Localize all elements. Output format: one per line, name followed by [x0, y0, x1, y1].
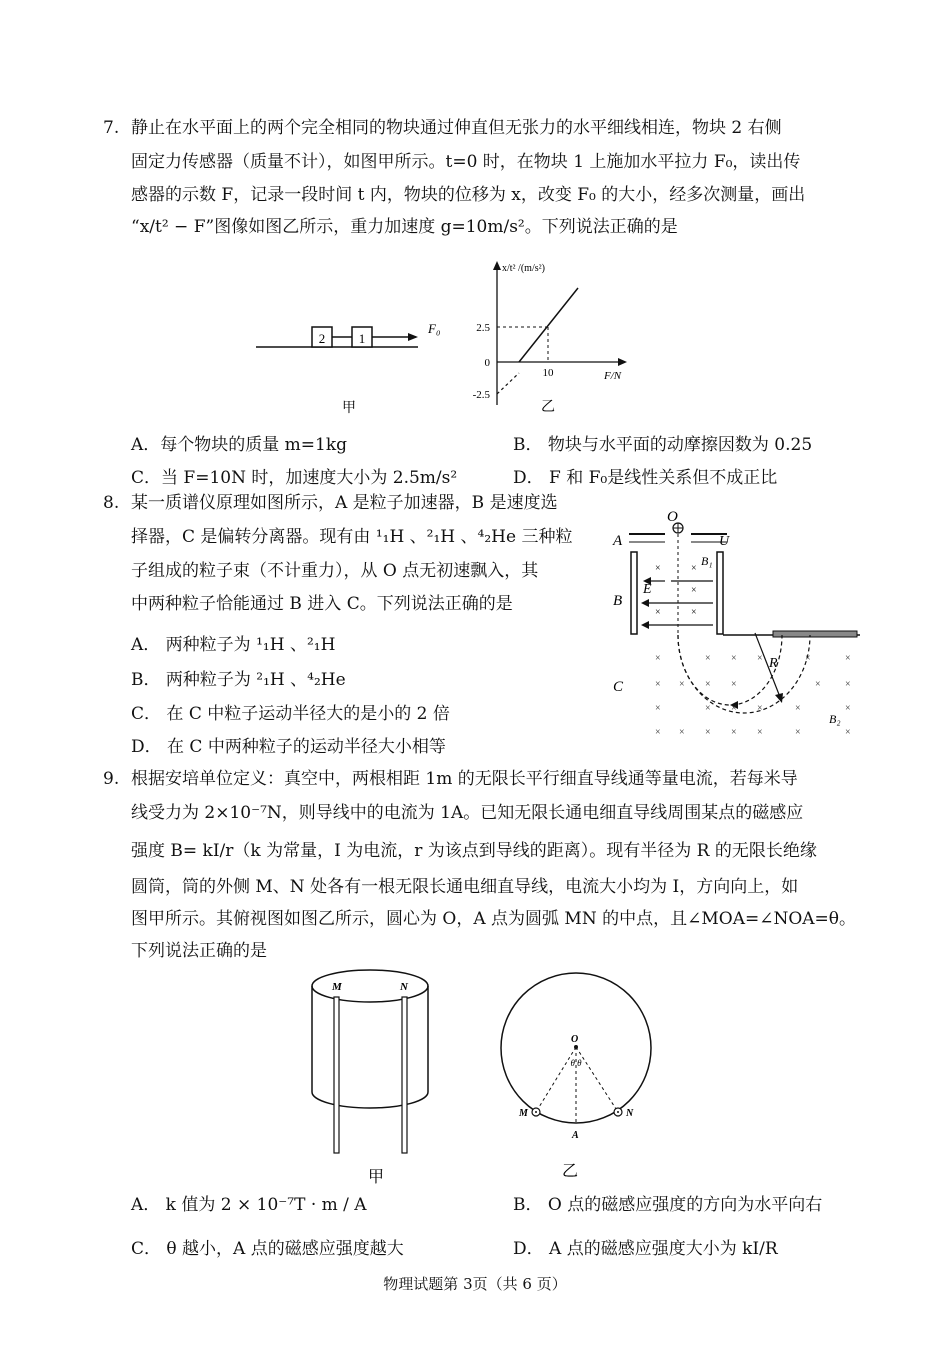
- q9-text-line-6: 下列说法正确的是: [131, 941, 267, 961]
- q9-fig-yi-caption: 乙: [561, 1163, 579, 1180]
- svg-text:×: ×: [655, 607, 661, 618]
- svg-text:×: ×: [691, 563, 697, 574]
- q8-fig-label-u: U: [719, 534, 730, 549]
- q9-number: 9.: [103, 769, 120, 789]
- q8-fig-label-b: B: [613, 593, 623, 609]
- svg-text:×: ×: [731, 703, 737, 714]
- q8-option-c[interactable]: C． 在 C 中粒子运动半径大的是小的 2 倍: [131, 704, 450, 724]
- q9-fig-jia-m: M: [332, 981, 342, 993]
- svg-text:×: ×: [655, 727, 661, 738]
- q8-text-line-3: 子组成的粒子束（不计重力），从 O 点无初速飘入，其: [131, 561, 539, 581]
- q7-option-d[interactable]: D． F 和 F₀是线性关系但不成正比: [513, 468, 778, 488]
- q9-figure-yi: [498, 968, 658, 1183]
- q7-tick-neg-2-5: -2.5: [472, 389, 490, 401]
- q9-fig-yi-theta: θ θ: [570, 1058, 582, 1068]
- q7-block1-label: 1: [358, 331, 366, 346]
- svg-text:×: ×: [805, 653, 811, 664]
- q8-option-b[interactable]: B． 两种粒子为 ²₁H 、⁴₂He: [131, 670, 346, 690]
- q7-option-a[interactable]: A．每个物块的质量 m=1kg: [131, 435, 348, 455]
- q8-text-line-4: 中两种粒子恰能通过 B 进入 C。下列说法正确的是: [131, 594, 513, 614]
- q8-text-line-1: 某一质谱仪原理如图所示，A 是粒子加速器，B 是速度选: [131, 493, 558, 513]
- q7-option-c[interactable]: C．当 F=10N 时，加速度大小为 2.5m/s²: [131, 468, 458, 488]
- q7-text-line-3: 感器的示数 F，记录一段时间 t 内，物块的位移为 x，改变 F₀ 的大小，经多次测量，画出: [131, 185, 806, 205]
- svg-text:×: ×: [705, 727, 711, 738]
- svg-text:×: ×: [655, 563, 661, 574]
- q8-fig-label-r: R: [769, 656, 778, 671]
- q8-fig-label-b1: B₁: [701, 554, 713, 568]
- q7-figure-yi: [462, 255, 642, 420]
- q9-text-line-5: 图甲所示。其俯视图如图乙所示，圆心为 O，A 点为圆弧 MN 的中点，且∠MOA=∠NOA=θ。: [131, 909, 857, 929]
- svg-text:×: ×: [845, 653, 851, 664]
- svg-text:×: ×: [795, 703, 801, 714]
- q7-option-b[interactable]: B． 物块与水平面的动摩擦因数为 0.25: [513, 435, 813, 455]
- q8-text-line-2: 择器，C 是偏转分离器。现有由 ¹₁H 、²₁H 、⁴₂He 三种粒: [131, 527, 573, 547]
- q9-fig-yi-n: N: [626, 1108, 634, 1119]
- q9-text-line-2: 线受力为 2×10⁻⁷N，则导线中的电流为 1A。已知无限长通电细直导线周围某点的磁感应: [131, 803, 804, 823]
- svg-text:×: ×: [731, 653, 737, 664]
- q8-fig-label-a: A: [613, 533, 623, 549]
- q7-block2-label: 2: [318, 331, 326, 346]
- svg-text:×: ×: [691, 585, 697, 596]
- q9-fig-jia-n: N: [400, 981, 408, 993]
- q7-force-label: F₀: [428, 321, 441, 336]
- q8-number: 8.: [103, 493, 120, 513]
- svg-text:×: ×: [679, 679, 685, 690]
- svg-text:×: ×: [655, 679, 661, 690]
- q9-fig-yi-o: O: [571, 1034, 579, 1045]
- q7-fig-yi-caption: 乙: [541, 400, 555, 415]
- q8-fig-label-c: C: [613, 679, 624, 695]
- page-footer: 物理试题第 3页（共 6 页）: [383, 1275, 567, 1293]
- q7-number: 7.: [103, 118, 120, 138]
- svg-text:×: ×: [705, 703, 711, 714]
- q7-text-line-2: 固定力传感器（质量不计），如图甲所示。t=0 时，在物块 1 上施加水平拉力 F₀，读出传: [131, 152, 801, 172]
- svg-text:×: ×: [795, 727, 801, 738]
- svg-text:×: ×: [845, 703, 851, 714]
- svg-text:×: ×: [655, 653, 661, 664]
- q7-xaxis-label: F/N: [604, 370, 622, 382]
- svg-text:×: ×: [731, 679, 737, 690]
- q7-fig-jia-caption: 甲: [342, 401, 356, 416]
- q9-text-line-1: 根据安培单位定义：真空中，两根相距 1m 的无限长平行细直导线通等量电流，若每米导: [131, 769, 798, 789]
- q9-text-line-3: 强度 B= kI/r（k 为常量，I 为电流，r 为该点到导线的距离）。现有半径为 R 的无限长绝缘: [131, 841, 817, 861]
- svg-text:×: ×: [679, 727, 685, 738]
- svg-text:×: ×: [731, 727, 737, 738]
- q9-fig-jia-caption: 甲: [367, 1169, 385, 1186]
- q8-figure: [605, 505, 865, 745]
- svg-text:×: ×: [705, 679, 711, 690]
- q7-yaxis-label: x/t² /(m/s²): [502, 263, 545, 274]
- svg-text:×: ×: [757, 727, 763, 738]
- svg-text:×: ×: [845, 679, 851, 690]
- q7-tick-10: 10: [542, 367, 554, 379]
- q8-option-a[interactable]: A． 两种粒子为 ¹₁H 、²₁H: [131, 635, 336, 655]
- q8-fig-label-o: O: [667, 509, 678, 525]
- svg-text:×: ×: [655, 703, 661, 714]
- q9-option-c[interactable]: C． θ 越小，A 点的磁感应强度越大: [131, 1239, 404, 1259]
- q8-option-d[interactable]: D． 在 C 中两种粒子的运动半径大小相等: [131, 737, 446, 757]
- q7-tick-0: 0: [484, 357, 490, 369]
- svg-text:×: ×: [757, 653, 763, 664]
- svg-text:×: ×: [705, 653, 711, 664]
- q7-tick-2-5: 2.5: [476, 322, 490, 334]
- q9-option-d[interactable]: D． A 点的磁感应强度大小为 kI/R: [513, 1239, 778, 1259]
- q9-option-a[interactable]: A． k 值为 2 × 10⁻⁷T · m / A: [131, 1195, 367, 1215]
- q9-text-line-4: 圆筒，筒的外侧 M、N 处各有一根无限长通电细直导线，电流大小均为 I，方向向上，如: [131, 877, 799, 897]
- q7-text-line-1: 静止在水平面上的两个完全相同的物块通过伸直但无张力的水平细线相连，物块 2 右侧: [131, 118, 782, 138]
- q8-fig-label-e: E: [643, 582, 652, 597]
- q7-text-line-4: “x/t² − F”图像如图乙所示，重力加速度 g=10m/s²。下列说法正确的是: [131, 217, 678, 237]
- svg-text:×: ×: [845, 727, 851, 738]
- q7-figure-jia: [250, 315, 450, 420]
- q9-option-b[interactable]: B． O 点的磁感应强度的方向为水平向右: [513, 1195, 823, 1215]
- q9-fig-yi-m: M: [519, 1108, 528, 1119]
- svg-text:×: ×: [815, 679, 821, 690]
- q9-figure-jia: [290, 960, 470, 1190]
- svg-text:×: ×: [757, 703, 763, 714]
- q9-fig-yi-a: A: [572, 1130, 579, 1141]
- q8-fig-label-b2: B₂: [829, 712, 841, 726]
- svg-text:×: ×: [691, 607, 697, 618]
